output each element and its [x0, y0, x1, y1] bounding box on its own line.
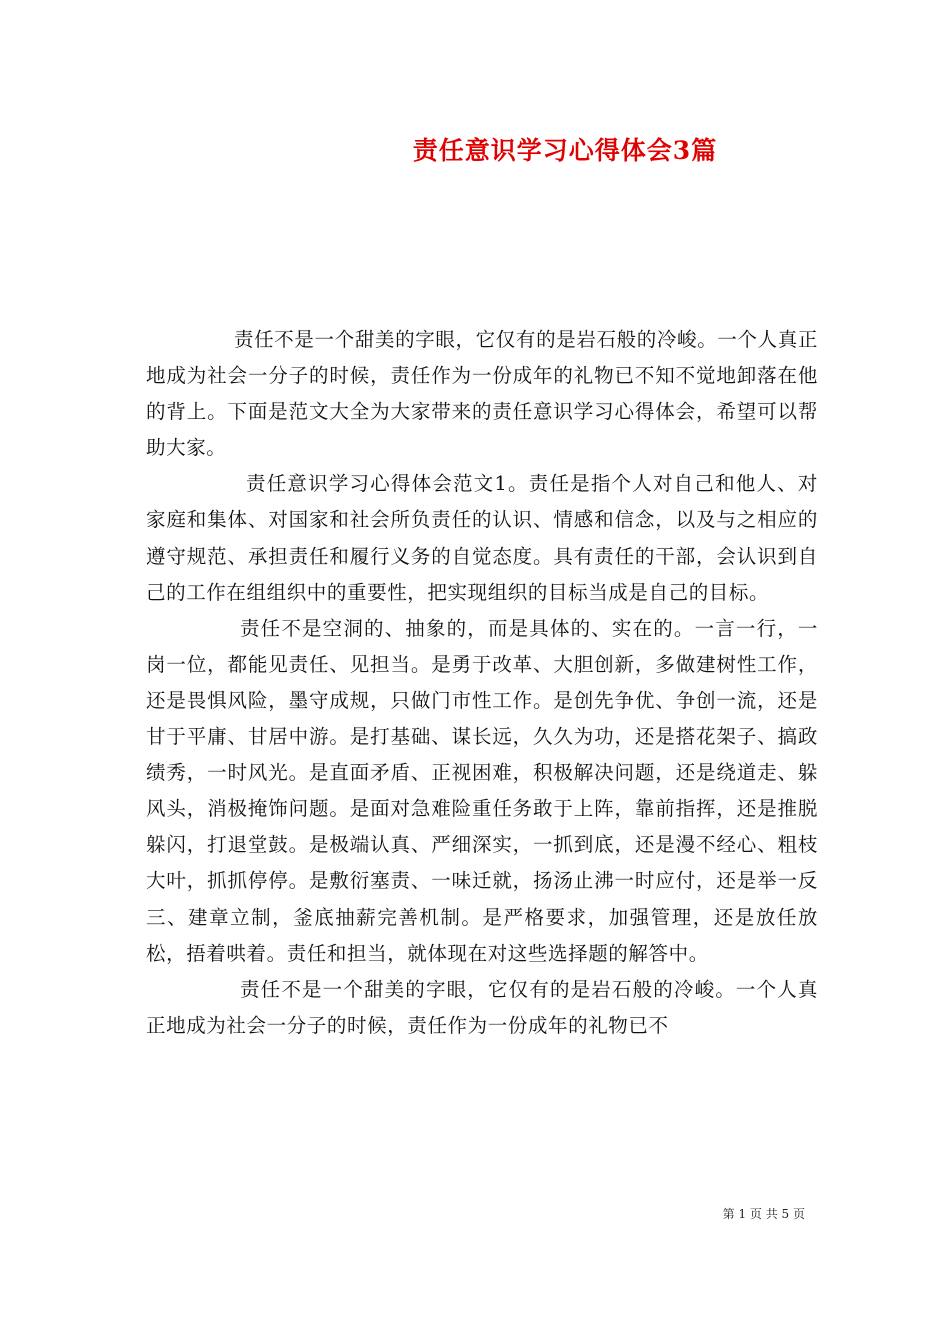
document-title: 责任意识学习心得体会3篇: [412, 136, 718, 165]
page-number-footer: 第 1 页 共 5 页: [722, 1207, 805, 1221]
document-body: [146, 322, 818, 1044]
paragraph: 责任意识学习心得体会范文1。责任是指个人对自己和他人、对家庭和集体、对国家和社会所负责任的认识、情感和信念，以及与之相应的遵守规范、承担责任和履行义务的自觉态度。具有责任的干部，会认识到自己的工作在组组织中的重要性，把实现组织的目标当成是自己的目标。: [146, 472, 818, 604]
paragraph: 责任不是一个甜美的字眼，它仅有的是岩石般的冷峻。一个人真正地成为社会一分子的时候，责任作为一份成年的礼物已不: [146, 977, 818, 1037]
paragraph: 责任不是空洞的、抽象的，而是具体的、实在的。一言一行，一岗一位，都能见责任、见担当。是勇于改革、大胆创新，多做建树性工作，还是畏惧风险，墨守成规，只做门市性工作。是创先争优、争创一流，还是甘于平庸、甘居中游。是打基础、谋长远，久久为功，还是搭花架子、搞政绩秀，一时风光。是直面矛盾、正视困难，积极解决问题，还是绕道走、躲风头，消极掩饰问题。是面对急难险重任务敢于上阵，靠前指挥，还是推脱躲闪，打退堂鼓。是极端认真、严细深实，一抓到底，还是漫不经心、粗枝大叶，抓抓停停。是敷衍塞责、一味迁就，扬汤止沸一时应付，还是举一反三、建章立制，釜底抽薪完善机制。是严格要求，加强管理，还是放任放松，捂着哄着。责任和担当，就体现在对这些选择题的解答中。: [146, 616, 818, 965]
paragraph: 责任不是一个甜美的字眼，它仅有的是岩石般的冷峻。一个人真正地成为社会一分子的时候，责任作为一份成年的礼物已不知不觉地卸落在他的背上。下面是范文大全为大家带来的责任意识学习心得体会，希望可以帮助大家。: [146, 328, 818, 460]
